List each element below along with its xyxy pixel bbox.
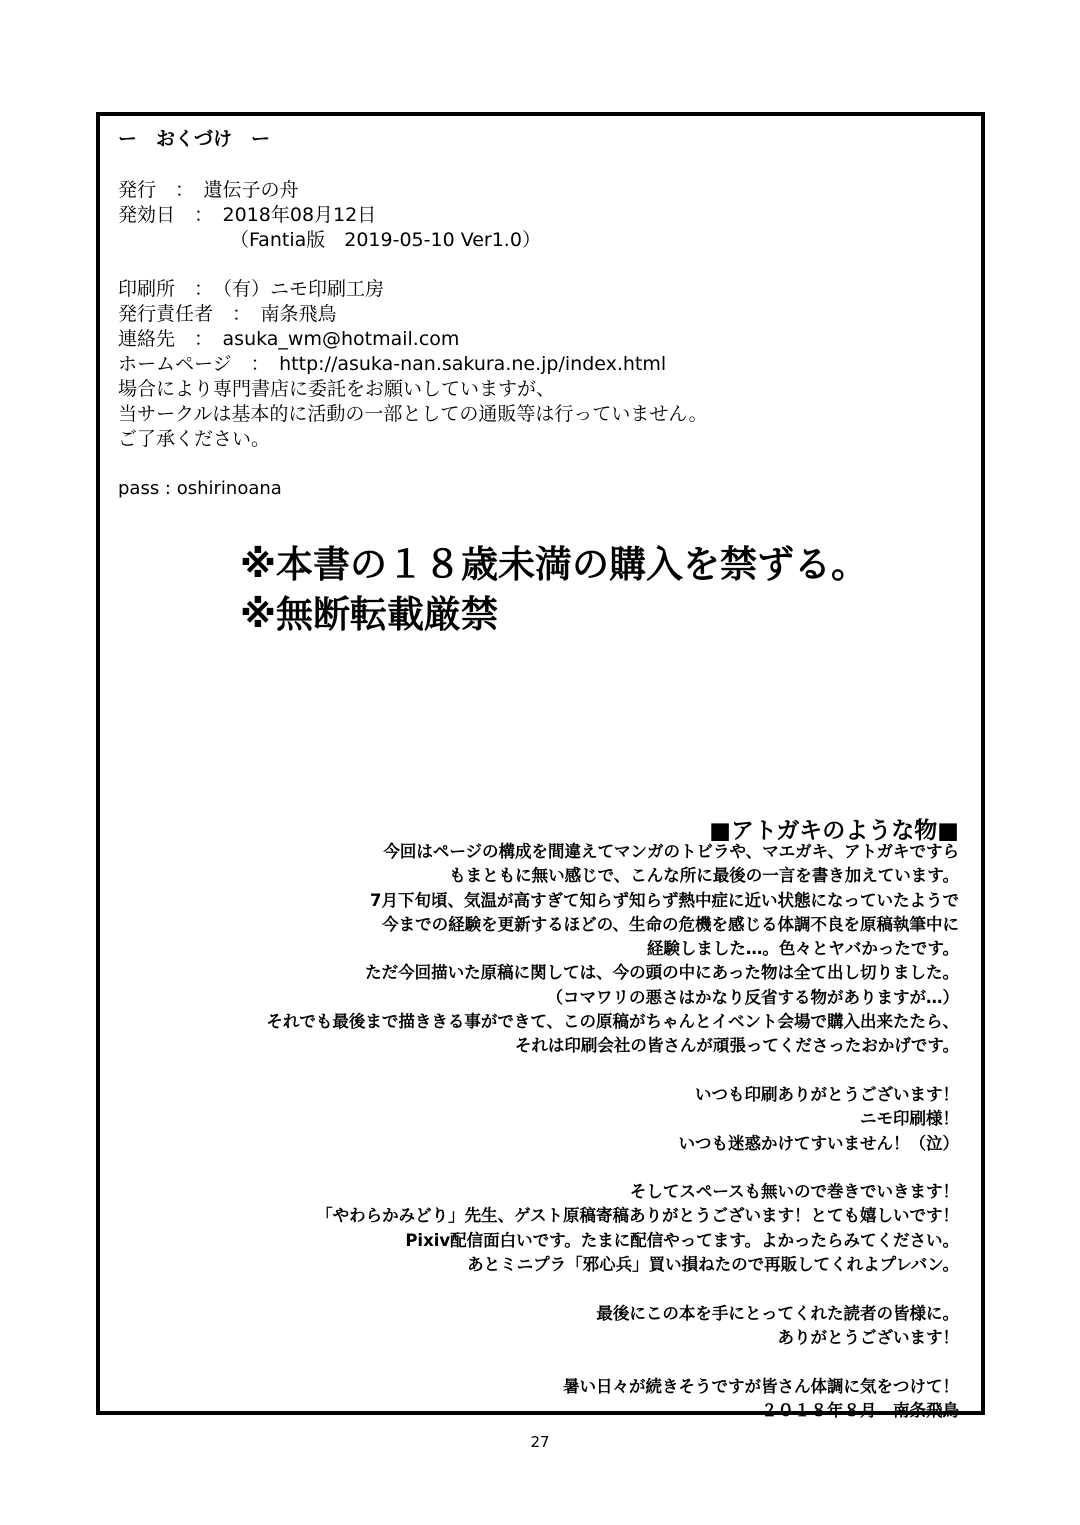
password-line: pass : oshirinoana <box>118 478 282 499</box>
responsible-label: 発行責任者 ： <box>118 303 242 325</box>
printer-row <box>118 277 384 302</box>
contact-row <box>118 327 459 352</box>
issue-date-label: 発効日 ： <box>118 204 204 226</box>
afterword-line: 7月下旬頃、気温が高すぎて知らず知らず熱中症に近い状態になっていたようで <box>370 890 959 910</box>
afterword-signature: ２０１８年８月 南条飛鳥 <box>761 1400 959 1420</box>
afterword-title: ■アトガキのような物■ <box>709 818 959 844</box>
afterword-line: Pixiv配信面白いです。たまに配信やってます。よかったらみてください。 <box>405 1230 959 1250</box>
afterword-line: ニモ印刷様！ <box>860 1109 959 1129</box>
afterword-line: ただ今回描いた原稿に関しては、今の頭の中にあった物は全て出し切りました。 <box>365 963 959 983</box>
afterword-line: あとミニプラ「邪心兵」買い損ねたので再販してくれよプレバン。 <box>467 1255 959 1275</box>
no-reproduction-warning: ※無断転載厳禁 <box>240 593 498 636</box>
afterword-spacer <box>139 1156 959 1180</box>
age-restriction-warning: ※本書の１８歳未満の購入を禁ずる。 <box>240 543 868 586</box>
page-number: 27 <box>530 1433 550 1451</box>
issue-date-row <box>118 203 376 228</box>
responsible-row <box>118 302 337 327</box>
afterword-line: 暑い日々が続きそうですが皆さん体調に気をつけて！ <box>563 1376 959 1396</box>
afterword-line: 最後にこの本を手にとってくれた読者の皆様に。 <box>596 1303 959 1323</box>
afterword-line: いつも迷惑かけてすいません！（泣） <box>678 1133 959 1153</box>
afterword-body <box>139 840 959 1423</box>
afterword-line: そしてスペースも無いので巻きでいきます！ <box>629 1182 959 1202</box>
afterword-line: それは印刷会社の皆さんが頑張ってくださったおかげです。 <box>514 1036 959 1056</box>
afterword-line: もまともに無い感じで、こんな所に最後の一言を書き加えています。 <box>449 866 959 886</box>
colophon-frame <box>96 112 985 1420</box>
colophon-title: ー おくづけ ー <box>118 128 271 150</box>
afterword-line: 経験しました…。色々とヤバかったです。 <box>646 939 959 959</box>
note-line: 場合により専門書店に委託をお願いしていますが、 <box>118 378 556 400</box>
afterword-line: いつも印刷ありがとうございます！ <box>695 1084 959 1104</box>
afterword-spacer <box>139 1059 959 1083</box>
afterword-line: 「やわらかみどり」先生、ゲスト原稿寄稿ありがとうございます！とても嬉しいです！ <box>316 1206 959 1226</box>
contact-label: 連絡先 ： <box>118 328 204 350</box>
afterword-spacer <box>139 1350 959 1374</box>
responsible-value: 南条飛鳥 <box>260 303 337 325</box>
afterword-line: 今回はページの構成を間違えてマンガのトビラや、マエガキ、アトガキですら <box>383 842 959 861</box>
publisher-label: 発行 ： <box>118 179 185 201</box>
homepage-row <box>118 352 666 377</box>
afterword-line: ありがとうございます！ <box>777 1327 959 1347</box>
issue-date-value: 2018年08月12日 <box>222 204 377 226</box>
homepage-url[interactable]: http://asuka-nan.sakura.ne.jp/index.html <box>279 353 667 375</box>
note-line: ご了承ください。 <box>118 428 271 450</box>
contact-email[interactable]: asuka_wm@hotmail.com <box>222 328 460 350</box>
printer-value: （有）ニモ印刷工房 <box>222 278 385 300</box>
homepage-label: ホームページ ： <box>118 353 261 375</box>
afterword-line: 今までの経験を更新するほどの、生命の危機を感じる体調不良を原稿執筆中に <box>382 914 959 934</box>
publisher-row <box>118 178 299 203</box>
note-line: 当サークルは基本的に活動の一部としての通販等は行っていません。 <box>118 403 708 425</box>
afterword-spacer <box>139 1277 959 1301</box>
afterword-line: それでも最後まで描ききる事ができて、この原稿がちゃんとイベント会場で購入出来たたら、 <box>266 1012 959 1032</box>
printer-label: 印刷所 ： <box>118 278 204 300</box>
edition-line: （Fantia版 2019-05-10 Ver1.0） <box>230 229 541 251</box>
publisher-value: 遺伝子の舟 <box>203 179 299 201</box>
afterword-line: （コマワリの悪さはかなり反省する物がありますが…） <box>546 987 959 1007</box>
